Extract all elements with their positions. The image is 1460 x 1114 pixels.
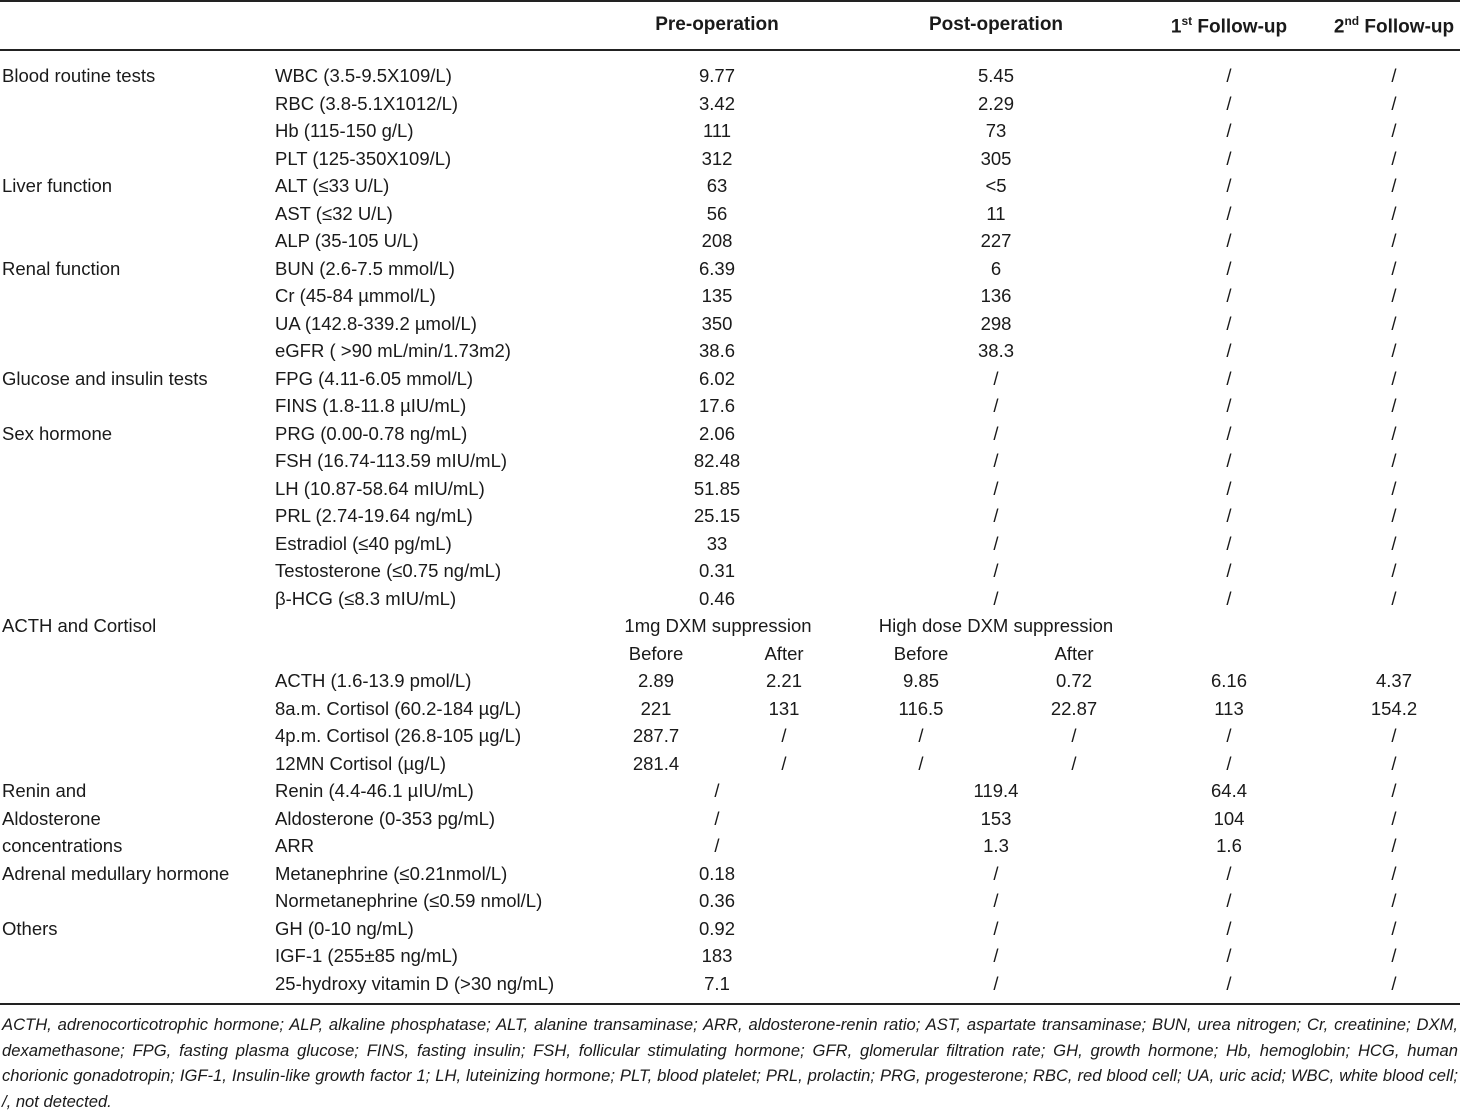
category-label: Renin and: [2, 780, 87, 801]
first-follow-up-value: /: [1226, 560, 1232, 581]
first-follow-up-value: /: [1226, 230, 1232, 251]
test-label: FINS (1.8-11.8 µIU/mL): [275, 395, 467, 416]
second-follow-up-value: /: [1391, 422, 1397, 444]
second-follow-up-value: /: [1391, 587, 1397, 609]
post-operation-value: /: [993, 560, 999, 581]
first-follow-up-value: /: [1226, 312, 1232, 334]
first-follow-up-value: /: [1226, 587, 1232, 609]
pre-operation-value: /: [714, 780, 720, 801]
dxm-1mg-before-value: 2.89: [637, 670, 675, 691]
first-follow-up-value: /: [1226, 725, 1232, 746]
first-follow-up-value: /: [1226, 862, 1232, 884]
category-label: Renal function: [2, 257, 121, 279]
category-label: Others: [2, 917, 58, 939]
test-label: RBC (3.8-5.1X1012/L): [275, 92, 459, 114]
table-row: [0, 832, 1460, 860]
table-row: [0, 90, 1460, 118]
first-follow-up-value: /: [1226, 257, 1232, 279]
dxm-1mg-after-value: 131: [768, 697, 800, 719]
second-follow-up-value: /: [1391, 340, 1397, 361]
dxm-high-before-value: /: [918, 752, 924, 774]
test-label: LH (10.87-58.64 mIU/mL): [275, 477, 485, 499]
second-follow-up-value: /: [1391, 477, 1397, 499]
header-second-follow-up: 2nd Follow-up: [1333, 14, 1455, 38]
dxm-high-after-value: 22.87: [1050, 697, 1098, 719]
test-label: 4p.m. Cortisol (26.8-105 µg/L): [275, 725, 522, 746]
subheader-after: After: [1054, 642, 1094, 664]
first-follow-up-value: /: [1226, 340, 1232, 361]
table-row: [0, 337, 1460, 365]
post-operation-value: /: [993, 945, 999, 966]
post-operation-value: 5.45: [977, 65, 1015, 86]
dxm-high-after-value: /: [1071, 725, 1077, 746]
category-label: ACTH and Cortisol: [2, 615, 157, 636]
second-follow-up-value: /: [1391, 780, 1397, 801]
test-label: 25-hydroxy vitamin D (>30 ng/mL): [275, 972, 555, 994]
second-follow-up-value: /: [1391, 807, 1397, 829]
test-label: UA (142.8-339.2 µmol/L): [275, 312, 477, 334]
first-follow-up-value: 6.16: [1210, 670, 1248, 691]
test-label: FSH (16.74-113.59 mIU/mL): [275, 450, 508, 471]
test-label: ACTH (1.6-13.9 pmol/L): [275, 670, 472, 691]
post-operation-value: /: [993, 505, 999, 526]
second-follow-up-value: /: [1391, 450, 1397, 471]
test-label: ALP (35-105 U/L): [275, 230, 419, 251]
table-row: [0, 200, 1460, 228]
test-label: PRG (0.00-0.78 ng/mL): [275, 422, 468, 444]
post-operation-value: 305: [980, 147, 1012, 169]
pre-operation-value: 38.6: [698, 340, 736, 361]
second-follow-up-value: /: [1391, 257, 1397, 279]
table-row: [0, 942, 1460, 970]
test-label: ARR: [275, 835, 315, 856]
first-follow-up-value: /: [1226, 202, 1232, 224]
second-follow-up-value: /: [1391, 532, 1397, 554]
table-row: [0, 420, 1460, 448]
table-row: [0, 750, 1460, 778]
second-follow-up-value: /: [1391, 285, 1397, 306]
second-follow-up-value: /: [1391, 752, 1397, 774]
dxm-1mg-after-value: 2.21: [765, 670, 803, 691]
pre-operation-value: 0.36: [698, 890, 736, 911]
test-label: Aldosterone (0-353 pg/mL): [275, 807, 496, 829]
post-operation-value: /: [993, 862, 999, 884]
post-operation-value: 119.4: [973, 780, 1019, 801]
post-operation-value: /: [993, 917, 999, 939]
pre-operation-value: 3.42: [698, 92, 736, 114]
test-label: 8a.m. Cortisol (60.2-184 µg/L): [275, 697, 522, 719]
dxm-high-after-value: /: [1071, 752, 1077, 774]
post-operation-value: /: [993, 367, 999, 389]
table-row: [0, 722, 1460, 750]
table-row: [0, 805, 1460, 833]
second-follow-up-value: /: [1391, 945, 1397, 966]
pre-operation-value: 0.92: [698, 917, 736, 939]
post-operation-value: 136: [980, 285, 1012, 306]
test-label: ALT (≤33 U/L): [275, 175, 390, 196]
table-row: [0, 172, 1460, 200]
post-operation-value: /: [993, 450, 999, 471]
pre-operation-value: 82.48: [693, 450, 741, 471]
first-follow-up-value: 113: [1214, 697, 1244, 719]
pre-operation-value: /: [714, 807, 720, 829]
test-label: GH (0-10 ng/mL): [275, 917, 414, 939]
dxm-high-before-value: 9.85: [902, 670, 940, 691]
table-row: [0, 282, 1460, 310]
pre-operation-value: 56: [706, 202, 728, 224]
test-label: Hb (115-150 g/L): [275, 120, 414, 141]
first-follow-up-value: /: [1226, 175, 1232, 196]
subheader-high-dose-dxm: High dose DXM suppression: [878, 615, 1114, 636]
dxm-high-after-value: 0.72: [1055, 670, 1093, 691]
first-follow-up-value: /: [1226, 147, 1232, 169]
test-label: AST (≤32 U/L): [275, 202, 393, 224]
pre-operation-value: 9.77: [698, 65, 736, 86]
post-operation-value: 1.3: [983, 835, 1009, 856]
pre-operation-value: 17.6: [698, 395, 736, 416]
bottom-rule: [0, 1003, 1460, 1005]
test-label: eGFR ( >90 mL/min/1.73m2): [275, 340, 511, 361]
pre-operation-value: 111: [702, 120, 732, 141]
pre-operation-value: 33: [706, 532, 728, 554]
table-row: [0, 667, 1460, 695]
test-label: β-HCG (≤8.3 mIU/mL): [275, 587, 457, 609]
first-follow-up-value: /: [1226, 422, 1232, 444]
pre-operation-value: 7.1: [704, 972, 730, 994]
dxm-high-before-value: 116.5: [898, 697, 944, 719]
first-follow-up-value: /: [1226, 917, 1232, 939]
test-label: WBC (3.5-9.5X109/L): [275, 65, 452, 86]
pre-operation-value: 51.85: [693, 477, 741, 499]
pre-operation-value: 63: [706, 175, 728, 196]
table-row: [0, 475, 1460, 503]
first-follow-up-value: /: [1226, 532, 1232, 554]
post-operation-value: 153: [980, 807, 1012, 829]
table-row: [0, 530, 1460, 558]
second-follow-up-value: /: [1391, 835, 1397, 856]
category-label: Liver function: [2, 175, 113, 196]
post-operation-value: <5: [985, 175, 1007, 196]
pre-operation-value: 312: [701, 147, 733, 169]
table-row: [0, 227, 1460, 255]
table-row: [0, 447, 1460, 475]
test-label: FPG (4.11-6.05 mmol/L): [275, 367, 474, 389]
test-label: Estradiol (≤40 pg/mL): [275, 532, 452, 554]
category-label: concentrations: [2, 835, 123, 856]
second-follow-up-value: /: [1391, 560, 1397, 581]
test-label: PLT (125-350X109/L): [275, 147, 452, 169]
table-row: [0, 310, 1460, 338]
top-rule: [0, 0, 1460, 2]
first-follow-up-value: 64.4: [1210, 780, 1248, 801]
pre-operation-value: 0.18: [698, 862, 736, 884]
table-row: [0, 62, 1460, 90]
subheader-before: Before: [893, 642, 949, 664]
subheader-after: After: [764, 642, 804, 664]
post-operation-value: /: [993, 587, 999, 609]
dxm-1mg-after-value: /: [781, 752, 787, 774]
second-follow-up-value: /: [1391, 890, 1397, 911]
second-follow-up-value: /: [1391, 972, 1397, 994]
second-follow-up-value: /: [1391, 65, 1397, 86]
second-follow-up-value: /: [1391, 725, 1397, 746]
post-operation-value: 38.3: [977, 340, 1015, 361]
test-label: BUN (2.6-7.5 mmol/L): [275, 257, 455, 279]
category-label: Glucose and insulin tests: [2, 367, 208, 389]
second-follow-up-value: /: [1391, 312, 1397, 334]
test-label: Metanephrine (≤0.21nmol/L): [275, 862, 508, 884]
post-operation-value: 227: [980, 230, 1012, 251]
pre-operation-value: 2.06: [698, 422, 736, 444]
first-follow-up-value: 1.6: [1216, 835, 1242, 856]
post-operation-value: /: [993, 532, 999, 554]
post-operation-value: 298: [980, 312, 1012, 334]
second-follow-up-value: /: [1391, 120, 1397, 141]
table-row: [0, 860, 1460, 888]
first-follow-up-value: /: [1226, 367, 1232, 389]
category-label: Sex hormone: [2, 422, 113, 444]
first-follow-up-value: /: [1226, 752, 1232, 774]
subheader-1mg-dxm: 1mg DXM suppression: [624, 615, 812, 636]
table-row: [0, 557, 1460, 585]
table-row: [0, 502, 1460, 530]
first-follow-up-value: /: [1226, 972, 1232, 994]
second-follow-up-value: /: [1391, 230, 1397, 251]
first-follow-up-value: /: [1226, 945, 1232, 966]
table-footnote: ACTH, adrenocorticotrophic hormone; ALP, alkaline phosphatase; ALT, alanine transaminase; ARR, aldosterone-renin ratio; AST, aspartate transaminase; BUN, urea nitrogen; Cr, creatinine; DXM, dexamethasone; FPG, fasting plasma glucose; FINS, fasting insulin; FSH, follicular stimulating hormone; GFR, glomerular filtration rate; GH, growth hormone; Hb, hemoglobin; HCG, human chorionic gonadotropin; IGF-1, Insulin-like growth factor 1; LH, luteinizing hormone; PLT, blood platelet; PRL, prolactin; PRG, progesterone; RBC, red blood cell; UA, uric acid; WBC, white blood cell; /, not detected.: [2, 1015, 1458, 1111]
dxm-1mg-after-value: /: [781, 725, 787, 746]
post-operation-value: 11: [986, 202, 1006, 224]
table-row: [0, 585, 1460, 613]
first-follow-up-value: /: [1226, 285, 1232, 306]
header-first-follow-up: 1st Follow-up: [1170, 14, 1288, 38]
pre-operation-value: 0.31: [698, 560, 736, 581]
second-follow-up-value: 154.2: [1370, 697, 1418, 719]
table-row: [0, 145, 1460, 173]
post-operation-value: /: [993, 422, 999, 444]
post-operation-value: /: [993, 972, 999, 994]
pre-operation-value: /: [714, 835, 720, 856]
pre-operation-value: 0.46: [698, 587, 736, 609]
post-operation-value: 73: [985, 120, 1007, 141]
table-row: [0, 117, 1460, 145]
second-follow-up-value: /: [1391, 202, 1397, 224]
test-label: 12MN Cortisol (µg/L): [275, 752, 447, 774]
pre-operation-value: 183: [701, 945, 733, 966]
table-row: [0, 255, 1460, 283]
dxm-high-before-value: /: [918, 725, 924, 746]
header-pre-operation: Pre-operation: [655, 14, 779, 35]
first-follow-up-value: /: [1226, 450, 1232, 471]
acth-before-after-header: [0, 640, 1460, 668]
second-follow-up-value: /: [1391, 175, 1397, 196]
test-label: Renin (4.4-46.1 µIU/mL): [275, 780, 474, 801]
pre-operation-value: 25.15: [693, 505, 741, 526]
second-follow-up-value: 4.37: [1375, 670, 1413, 691]
post-operation-value: 2.29: [977, 92, 1015, 114]
first-follow-up-value: /: [1226, 477, 1232, 499]
post-operation-value: /: [993, 477, 999, 499]
first-follow-up-value: /: [1226, 65, 1232, 86]
test-label: PRL (2.74-19.64 ng/mL): [275, 505, 473, 526]
category-label: Aldosterone: [2, 807, 101, 829]
category-label: Blood routine tests: [2, 65, 156, 86]
second-follow-up-value: /: [1391, 92, 1397, 114]
table-row: [0, 392, 1460, 420]
first-follow-up-value: /: [1226, 505, 1232, 526]
acth-section-header: [0, 612, 1460, 640]
first-follow-up-value: /: [1226, 395, 1232, 416]
dxm-1mg-before-value: 221: [640, 697, 672, 719]
test-label: IGF-1 (255±85 ng/mL): [275, 945, 458, 966]
header-rule: [0, 49, 1460, 51]
category-label: Adrenal medullary hormone: [2, 862, 230, 884]
table-row: [0, 915, 1460, 943]
pre-operation-value: 6.02: [698, 367, 736, 389]
table-row: [0, 695, 1460, 723]
subheader-before: Before: [628, 642, 684, 664]
table-row: [0, 887, 1460, 915]
second-follow-up-value: /: [1391, 917, 1397, 939]
second-follow-up-value: /: [1391, 505, 1397, 526]
post-operation-value: /: [993, 890, 999, 911]
first-follow-up-value: /: [1226, 890, 1232, 911]
table-row: [0, 777, 1460, 805]
first-follow-up-value: /: [1226, 92, 1232, 114]
post-operation-value: 6: [990, 257, 1002, 279]
dxm-1mg-before-value: 281.4: [632, 752, 680, 774]
pre-operation-value: 208: [701, 230, 733, 251]
dxm-1mg-before-value: 287.7: [632, 725, 680, 746]
pre-operation-value: 350: [701, 312, 733, 334]
second-follow-up-value: /: [1391, 367, 1397, 389]
pre-operation-value: 135: [701, 285, 733, 306]
test-label: Normetanephrine (≤0.59 nmol/L): [275, 890, 543, 911]
second-follow-up-value: /: [1391, 862, 1397, 884]
second-follow-up-value: /: [1391, 147, 1397, 169]
first-follow-up-value: 104: [1213, 807, 1245, 829]
post-operation-value: /: [993, 395, 999, 416]
first-follow-up-value: /: [1226, 120, 1232, 141]
second-follow-up-value: /: [1391, 395, 1397, 416]
table-row: [0, 365, 1460, 393]
table-row: [0, 970, 1460, 998]
pre-operation-value: 6.39: [698, 257, 736, 279]
test-label: Cr (45-84 µmmol/L): [275, 285, 436, 306]
test-label: Testosterone (≤0.75 ng/mL): [275, 560, 502, 581]
header-post-operation: Post-operation: [928, 14, 1064, 35]
